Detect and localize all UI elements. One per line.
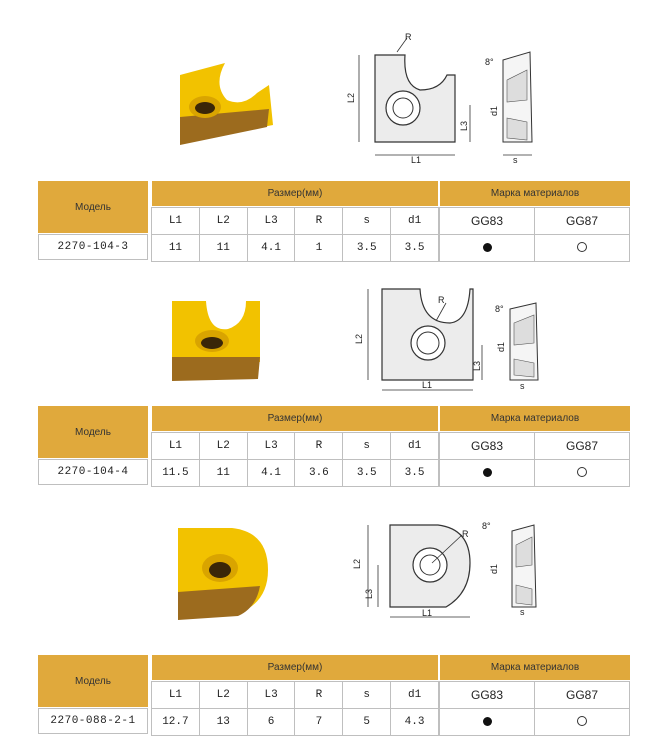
empty-circle-icon [577, 467, 587, 477]
grade-gg87: GG87 [535, 433, 630, 460]
label-r: R [462, 529, 469, 539]
col-l1: L1 [152, 433, 200, 460]
label-angle: 8° [495, 304, 504, 314]
product-section-3 [0, 490, 670, 755]
grade-gg83-mark [440, 235, 535, 262]
value-l3: 4.1 [247, 235, 295, 262]
size-grid [151, 432, 439, 487]
value-l1: 11.5 [152, 460, 200, 487]
value-l1: 11 [152, 235, 200, 262]
materials-header: Марка материалов [440, 655, 630, 680]
grade-gg87-mark [535, 460, 630, 487]
materials-grid [439, 207, 630, 262]
label-l1: L1 [422, 608, 433, 618]
technical-drawing-3 [350, 515, 550, 630]
product-section-1 [0, 0, 670, 265]
materials-grid [439, 432, 630, 487]
value-l2: 11 [199, 235, 247, 262]
value-d1: 3.5 [391, 460, 439, 487]
insert-photo-1 [165, 55, 280, 150]
label-d1: d1 [496, 341, 506, 352]
col-l2: L2 [199, 433, 247, 460]
value-r: 3.6 [295, 460, 343, 487]
label-l3: L3 [364, 588, 374, 599]
filled-circle-icon [483, 717, 492, 726]
spec-table-2 [38, 406, 630, 486]
spec-table-1 [38, 181, 630, 261]
technical-drawing-2 [350, 285, 550, 395]
value-r: 1 [295, 235, 343, 262]
label-s: s [520, 381, 525, 391]
label-d1: d1 [489, 105, 499, 116]
value-l2: 11 [199, 460, 247, 487]
col-d1: d1 [391, 208, 439, 235]
grade-gg87: GG87 [535, 682, 630, 709]
col-l1: L1 [152, 208, 200, 235]
filled-circle-icon [483, 468, 492, 477]
value-l1: 12.7 [152, 709, 200, 736]
materials-header: Марка материалов [440, 406, 630, 431]
label-s: s [513, 155, 518, 165]
size-header: Размер(мм) [152, 181, 438, 206]
grade-gg83: GG83 [440, 208, 535, 235]
label-l2: L2 [346, 92, 356, 103]
size-header: Размер(мм) [152, 406, 438, 431]
value-r: 7 [295, 709, 343, 736]
value-s: 3.5 [343, 460, 391, 487]
empty-circle-icon [577, 716, 587, 726]
model-header: Модель [38, 181, 148, 233]
grade-gg83-mark [440, 460, 535, 487]
label-l2: L2 [352, 558, 362, 569]
grade-gg87-mark [535, 709, 630, 736]
value-d1: 4.3 [391, 709, 439, 736]
grade-gg83: GG83 [440, 682, 535, 709]
model-code: 2270-104-4 [38, 459, 148, 485]
col-s: s [343, 433, 391, 460]
product-section-2 [0, 265, 670, 490]
col-s: s [343, 208, 391, 235]
label-l1: L1 [422, 380, 433, 390]
value-d1: 3.5 [391, 235, 439, 262]
col-r: R [295, 682, 343, 709]
col-l2: L2 [199, 208, 247, 235]
grade-gg83: GG83 [440, 433, 535, 460]
col-s: s [343, 682, 391, 709]
label-l2: L2 [354, 333, 364, 344]
grade-gg87: GG87 [535, 208, 630, 235]
label-r: R [438, 295, 445, 305]
model-header: Модель [38, 406, 148, 458]
value-l3: 4.1 [247, 460, 295, 487]
col-r: R [295, 208, 343, 235]
col-l3: L3 [247, 208, 295, 235]
col-r: R [295, 433, 343, 460]
label-r: R [405, 32, 412, 42]
insert-photo-2 [168, 297, 268, 387]
col-d1: d1 [391, 433, 439, 460]
model-header: Модель [38, 655, 148, 707]
label-angle: 8° [485, 57, 494, 67]
col-l3: L3 [247, 433, 295, 460]
insert-photo-3 [172, 520, 277, 625]
value-s: 3.5 [343, 235, 391, 262]
technical-drawing-1 [345, 30, 545, 165]
label-l1: L1 [411, 155, 422, 165]
model-code: 2270-104-3 [38, 234, 148, 260]
value-l2: 13 [199, 709, 247, 736]
grade-gg83-mark [440, 709, 535, 736]
size-header: Размер(мм) [152, 655, 438, 680]
filled-circle-icon [483, 243, 492, 252]
label-s: s [520, 607, 525, 617]
col-d1: d1 [391, 682, 439, 709]
col-l2: L2 [199, 682, 247, 709]
label-d1: d1 [489, 563, 499, 574]
materials-header: Марка материалов [440, 181, 630, 206]
col-l1: L1 [152, 682, 200, 709]
value-s: 5 [343, 709, 391, 736]
size-grid [151, 681, 439, 736]
empty-circle-icon [577, 242, 587, 252]
label-angle: 8° [482, 521, 491, 531]
grade-gg87-mark [535, 235, 630, 262]
col-l3: L3 [247, 682, 295, 709]
label-l3: L3 [472, 360, 482, 371]
size-grid [151, 207, 439, 262]
materials-grid [439, 681, 630, 736]
model-code: 2270-088-2-1 [38, 708, 148, 734]
label-l3: L3 [459, 120, 469, 131]
spec-table-3 [38, 655, 630, 735]
value-l3: 6 [247, 709, 295, 736]
